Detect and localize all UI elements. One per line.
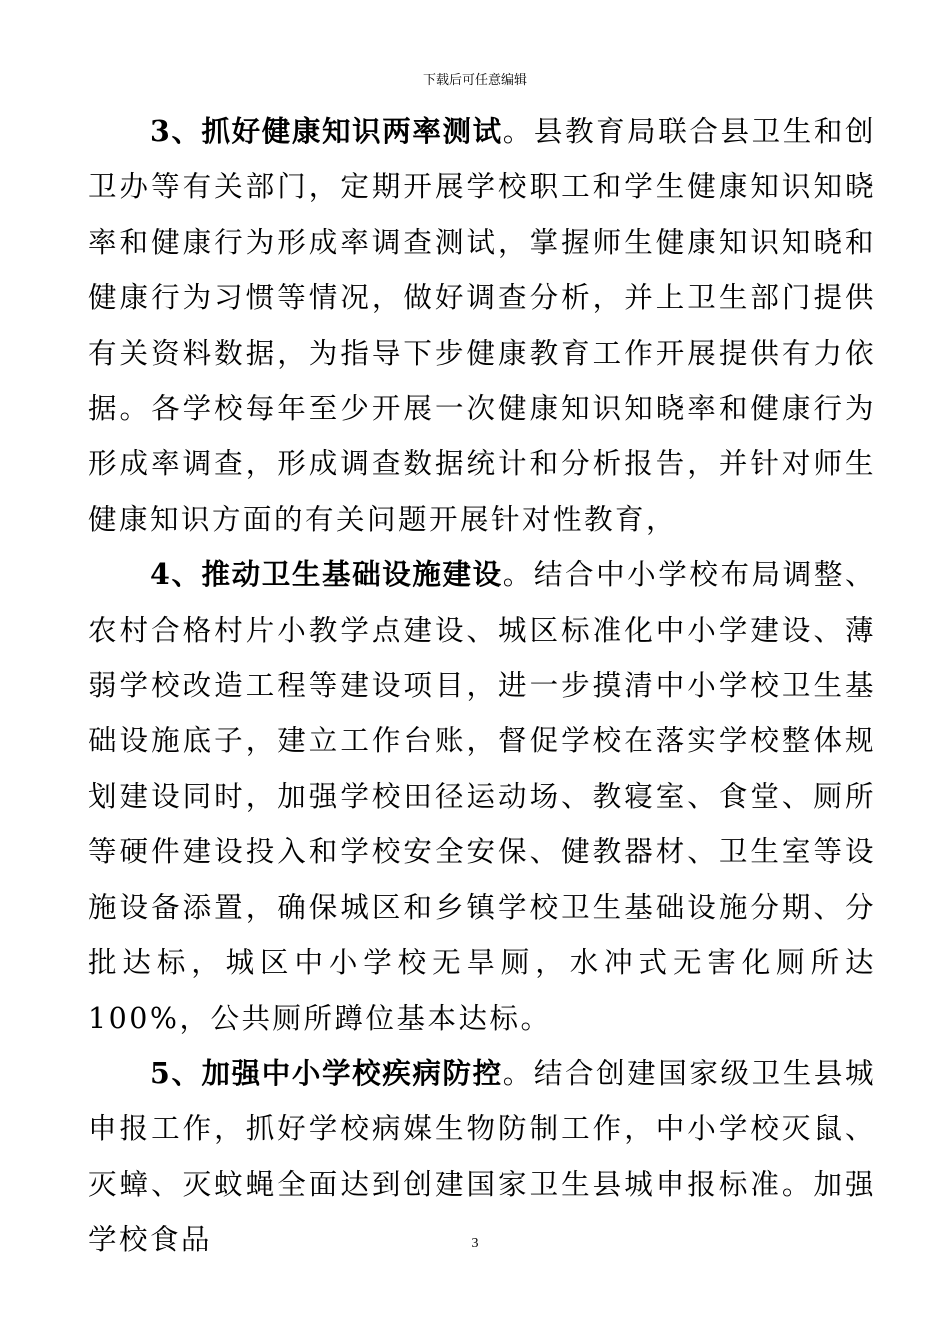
paragraph-text: 。结合创建国家级卫生县城申报工作，抓好学校病媒生物防制工作，中小学校灭鼠、灭蟑、灭蚊蝇全面达到创建国家卫生县城申报标准。加强学校食品 <box>88 1056 876 1257</box>
document-body <box>88 104 876 1268</box>
paragraph-item-3 <box>88 104 876 547</box>
paragraph-item-5 <box>88 1046 876 1268</box>
paragraph-heading: 3、抓好健康知识两率测试 <box>150 114 503 148</box>
paragraph-text: 。结合中小学校布局调整、农村合格村片小教学点建设、城区标准化中小学建设、薄弱学校改造工程等建设项目，进一步摸清中小学校卫生基础设施底子，建立工作台账，督促学校在落实学校整体规划建设同时，加强学校田径运动场、教寝室、食堂、厕所等硬件建设投入和学校安全安保、健教器材、卫生室等设施设备添置，确保城区和乡镇学校卫生基础设施分期、分批达标，城区中小学校无旱厕，水冲式无害化厕所达100%，公共厕所蹲位基本达标。 <box>88 558 876 1035</box>
paragraph-heading: 5、加强中小学校疾病防控 <box>150 1055 503 1090</box>
paragraph-item-4 <box>88 547 876 1046</box>
paragraph-heading: 4、推动卫生基础设施建设 <box>150 557 503 592</box>
page-header: 下载后可任意编辑 <box>422 73 527 88</box>
page-number: 3 <box>471 1236 479 1251</box>
paragraph-text: 。县教育局联合县卫生和创卫办等有关部门，定期开展学校职工和学生健康知识知晓率和健康行为形成率调查测试，掌握师生健康知识知晓和健康行为习惯等情况，做好调查分析，并上卫生部门提供有关资料数据，为指导下步健康教育工作开展提供有力依据。各学校每年至少开展一次健康知识知晓率和健康行为形成率调查，形成调查数据统计和分析报告，并针对师生健康知识方面的有关问题开展针对性教育， <box>88 115 876 536</box>
